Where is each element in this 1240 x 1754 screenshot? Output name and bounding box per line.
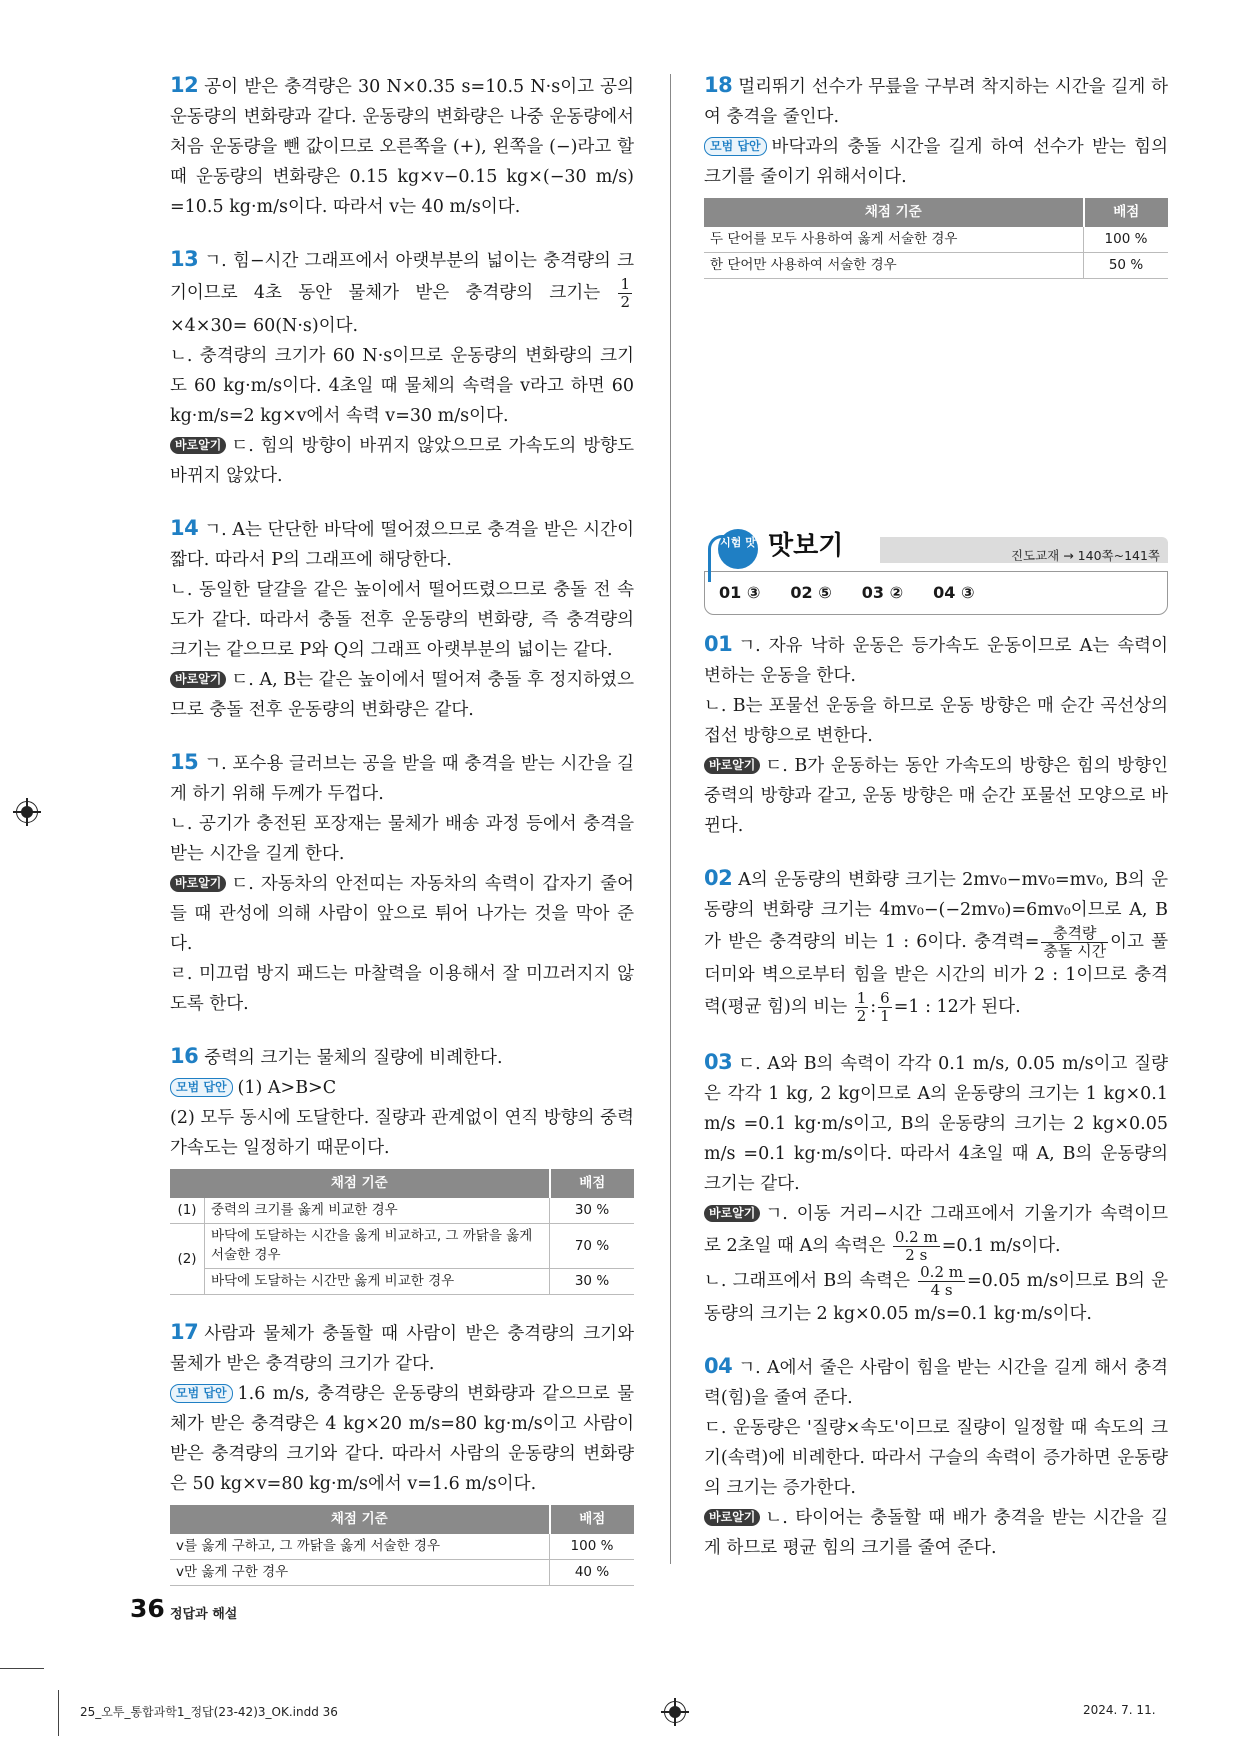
table-row: 바닥에 도달하는 시간만 옳게 비교한 경우 30 % (170, 1269, 634, 1295)
registration-mark-icon (16, 801, 38, 823)
question-number: 16 (170, 1044, 199, 1068)
answer-02: 02 A의 운동량의 변화량 크기는 2mv₀−mv₀=mv₀, B의 운동량의 변화량 크기는 4mv₀−(−2mv₀)=6mv₀이므로 A, B가 받은 충격량의 비는 1 : 6이다. 충격력= $\frac{\text{충격량}}{\text{충돌 시간}}$ 이고 풀더미와 벽으로부터 힘을 받은 시간의 비가 2 : 1이므로 충격력(평균 힘)의 비는 $\frac{1}{2}$ : $\frac{6}{1}$ =1 : 12가 된다. (704, 866, 1168, 1025)
table-header: 채점 기준 (704, 198, 1084, 227)
question-number: 13 (170, 247, 199, 271)
explanation-text: ㄷ. 자동차의 안전띠는 자동차의 속력이 갑자기 줄어들 때 관성에 의해 사람이 앞으로 튀어 나가는 것을 막아 준다. (170, 874, 634, 954)
left-column (170, 70, 634, 1608)
answer-12 (170, 70, 634, 222)
question-number: 18 (704, 73, 733, 97)
page-number: 36 (130, 1594, 165, 1623)
answer-key-box (704, 571, 1168, 615)
explanation-text: 중력의 크기는 물체의 질량에 비례한다. (204, 1048, 503, 1068)
answer-03: 03 ㄷ. A와 B의 속력이 각각 0.1 m/s, 0.05 m/s이고 질량은 각각 1 kg, 2 kg이므로 A의 운동량의 크기는 1 kg×0.1 m/s =0.1 kg·m/s이고, B의 운동량의 크기는 2 kg×0.05 m/s =0.1 kg·m/s이다. 따라서 4초일 때 A, B의 운동량의 크기는 같다. 바로알기 ㄱ. 이동 거리−시간 그래프에서 기울기가 속력이므로 2초일 때 A의 속력은 $\frac{0.2 m}{2 s}$ =0.1 m/s이다. ㄴ. 그래프에서 B의 속력은 $\frac{0.2 m}{4 s}$ =0.05 m/s이므로 B의 운동량의 크기는 2 kg×0.05 m/s=0.1 kg·m/s이다. (704, 1050, 1168, 1324)
answer-key-item: 02 ⑤ (790, 583, 832, 602)
question-number: 12 (170, 73, 199, 97)
print-filename: 25_오투_통합과학1_정답(23-42)3_OK.indd 36 (80, 1705, 338, 1719)
model-answer-tag: 모범 답안 (170, 1384, 233, 1403)
explanation-text: A의 운동량의 변화량 크기는 2mv₀−mv₀=mv₀, B의 운동량의 변화량 크기는 4mv₀−(−2mv₀)=6mv₀이므로 A, B가 받은 충격량의 비는 1 : 6이다. 충격력= (704, 870, 1168, 952)
table-row: v를 옳게 구하고, 그 까닭을 옳게 서술한 경우 100 % (170, 1534, 634, 1560)
question-number: 02 (704, 866, 733, 890)
scoring-table (704, 198, 1168, 279)
right-column (704, 70, 1168, 1585)
correction-tag: 바로알기 (704, 1509, 760, 1526)
answer-14 (170, 513, 634, 725)
question-number: 04 (704, 1354, 733, 1378)
table-row: 두 단어를 모두 사용하여 옳게 서술한 경우 100 % (704, 227, 1168, 253)
fraction: $\frac{1}{2}$ (856, 989, 867, 1025)
table-header: 배점 (550, 1169, 635, 1198)
table-header: 채점 기준 (170, 1505, 550, 1534)
correction-tag: 바로알기 (704, 757, 760, 774)
model-answer-text: (2) 모두 동시에 도달한다. 질량과 관계없이 연직 방향의 중력 가속도는 일정하기 때문이다. (170, 1108, 634, 1158)
explanation-text: ㄷ. A, B는 같은 높이에서 떨어져 충돌 후 정지하였으므로 충돌 전후 운동량의 변화량은 같다. (170, 670, 634, 720)
answer-17 (170, 1317, 634, 1586)
explanation-text: ㄴ. 충격량의 크기가 60 N·s이므로 운동량의 변화량의 크기도 60 kg·m/s이다. 4초일 때 물체의 속력을 v라고 하면 60 kg·m/s=2 kg×v에서 속력 v=30 m/s이다. (170, 346, 634, 426)
answer-18 (704, 70, 1168, 279)
explanation-text: ㄹ. 미끄럼 방지 패드는 마찰력을 이용해서 잘 미끄러지지 않도록 한다. (170, 964, 634, 1014)
answer-04 (704, 1351, 1168, 1563)
model-answer-tag: 모범 답안 (170, 1078, 233, 1097)
crop-mark (58, 1690, 59, 1736)
registration-mark-icon (664, 1701, 686, 1723)
model-answer-tag: 모범 답안 (704, 137, 767, 156)
fraction: $\frac{6}{1}$ (880, 989, 890, 1025)
table-row: (2) 바닥에 도달하는 시간을 옳게 비교하고, 그 까닭을 옳게 서술한 경우 70 % (170, 1224, 634, 1269)
explanation-text: 공이 받은 충격량은 30 N×0.35 s=10.5 N·s이고 공의 운동량의 변화량과 같다. 운동량의 변화량은 나중 운동량에서 처음 운동량을 뺀 값이므로 오른쪽을 (+), 왼쪽을 (−)라고 할 때 운동량의 변화량은 0.15 kg×v−0.15 kg×(−30 m/s) =10.5 kg·m/s이다. 따라서 v는 40 m/s이다. (170, 77, 634, 217)
answer-key-item: 03 ② (861, 583, 904, 602)
model-answer-text: (1) A>B>C (237, 1078, 337, 1098)
model-answer-text: 바닥과의 충돌 시간을 길게 하여 선수가 받는 힘의 크기를 줄이기 위해서이다. (704, 137, 1168, 187)
fraction: $\frac{\text{충격량}}{\text{충돌 시간}}$ (1043, 924, 1107, 960)
fraction: $\frac{0.2 m}{2 s}$ (894, 1228, 938, 1264)
answer-15 (170, 747, 634, 1019)
explanation-text: 멀리뛰기 선수가 무릎을 구부려 착지하는 시간을 길게 하여 충격을 줄인다. (704, 77, 1168, 127)
print-date: 2024. 7. 11. (1083, 1703, 1156, 1717)
fraction: $\frac{1}{2}$ (620, 275, 630, 311)
crop-mark (0, 1668, 44, 1669)
explanation-text: ㄱ. 자유 낙하 운동은 등가속도 운동이므로 A는 속력이 변하는 운동을 한다. (704, 636, 1168, 686)
explanation-text: ㄱ. A는 단단한 바닥에 떨어졌으므로 충격을 받은 시간이 짧다. 따라서 P의 그래프에 해당한다. (170, 520, 634, 570)
fraction: $\frac{0.2 m}{4 s}$ (920, 1263, 963, 1299)
explanation-text: ㄱ. A에서 줄은 사람이 힘을 받는 시간을 길게 해서 충격력(힘)을 줄여 준다. (704, 1358, 1168, 1408)
explanation-text: ㄷ. 운동량은 '질량×속도'이므로 질량이 일정할 때 속도의 크기(속력)에 비례한다. 따라서 구슬의 속력이 증가하면 운동량의 크기는 증가한다. (704, 1418, 1168, 1498)
explanation-text: 사람과 물체가 충돌할 때 사람이 받은 충격량의 크기와 물체가 받은 충격량의 크기가 같다. (170, 1324, 634, 1374)
table-header: 배점 (550, 1505, 635, 1534)
explanation-text: ㄷ. 힘의 방향이 바뀌지 않았으므로 가속도의 방향도 바뀌지 않았다. (170, 436, 634, 486)
answer-16 (170, 1041, 634, 1295)
answer-key-item: 04 ③ (933, 583, 975, 602)
textbook-reference: 진도교재 → 140쪽~141쪽 (1010, 548, 1160, 563)
explanation-text: ㄴ. B는 포물선 운동을 하므로 운동 방향은 매 순간 곡선상의 접선 방향으로 변한다. (704, 696, 1168, 746)
page-label: 정답과 해설 (170, 1607, 238, 1622)
explanation-text: ㄴ. 동일한 달걀을 같은 높이에서 떨어뜨렸으므로 충돌 전 속도가 같다. 따라서 충돌 전후 운동량의 변화량, 즉 충격량의 크기는 같으므로 P와 Q의 그래프 아랫부분의 넓이는 같다. (170, 580, 634, 660)
section-title: 맛보기 (768, 531, 844, 561)
explanation-text: ㄴ. 타이어는 충돌할 때 배가 충격을 받는 시간을 길게 하므로 평균 힘의 크기를 줄여 준다. (704, 1508, 1168, 1558)
explanation-text: ㄷ. A와 B의 속력이 각각 0.1 m/s, 0.05 m/s이고 질량은 각각 1 kg, 2 kg이므로 A의 운동량의 크기는 1 kg×0.1 m/s =0.1 kg·m/s이고, B의 운동량의 크기는 2 kg×0.05 m/s =0.1 kg·m/s이다. 따라서 4초일 때 A, B의 운동량의 크기는 같다. (704, 1054, 1168, 1194)
question-number: 01 (704, 632, 733, 656)
explanation-text: ㄷ. B가 운동하는 동안 가속도의 방향은 힘의 방향인 중력의 방향과 같고, 운동 방향은 매 순간 포물선 모양으로 바뀐다. (704, 756, 1168, 836)
table-row: (1) 중력의 크기를 옳게 비교한 경우 30 % (170, 1198, 634, 1224)
question-number: 17 (170, 1320, 199, 1344)
scoring-table (170, 1169, 634, 1295)
section-header (704, 527, 1168, 571)
table-header: 채점 기준 (170, 1169, 550, 1198)
scoring-table (170, 1505, 634, 1586)
question-number: 14 (170, 516, 199, 540)
explanation-text: ㄱ. 포수용 글러브는 공을 받을 때 충격을 받는 시간을 길게 하기 위해 두께가 두껍다. (170, 754, 634, 804)
correction-tag: 바로알기 (170, 671, 226, 688)
answer-key-item: 01 ③ (719, 583, 761, 602)
correction-tag: 바로알기 (704, 1205, 760, 1222)
model-answer-text: 1.6 m/s, 충격량은 운동량의 변화량과 같으므로 물체가 받은 충격량은 4 kg×20 m/s=80 kg·m/s이고 사람이 받은 충격량의 크기와 같다. 따라서 사람의 운동량의 변화량은 50 kg×v=80 kg·m/s에서 v=1.6 m/s이다. (170, 1384, 634, 1494)
answer-13: 13 ㄱ. 힘−시간 그래프에서 아랫부분의 넓이는 충격량의 크기이므로 4초 동안 물체가 받은 충격량의 크기는 $\frac{1}{2}$ ×4×30= 60(N·s)이다. ㄴ. 충격량의 크기가 60 N·s이므로 운동량의 변화량의 크기도 60 kg·m/s이다. 4초일 때 물체의 속력을 v라고 하면 60 kg·m/s=2 kg×v에서 속력 v=30 m/s이다. 바로알기 ㄷ. 힘의 방향이 바뀌지 않았으므로 가속도의 방향도 바뀌지 않았다. (170, 247, 634, 486)
question-number: 03 (704, 1050, 733, 1074)
column-divider (670, 74, 671, 1564)
table-header: 배점 (1084, 198, 1169, 227)
correction-tag: 바로알기 (170, 437, 226, 454)
explanation-text: ㄱ. 힘−시간 그래프에서 아랫부분의 넓이는 충격량의 크기이므로 4초 동안 물체가 받은 충격량의 크기는 (170, 251, 634, 303)
answer-01 (704, 629, 1168, 841)
section-badge: 시험 맛 (718, 529, 758, 569)
table-row: v만 옳게 구한 경우 40 % (170, 1560, 634, 1586)
correction-tag: 바로알기 (170, 875, 226, 892)
question-number: 15 (170, 750, 199, 774)
explanation-text: ㄴ. 공기가 충전된 포장재는 물체가 배송 과정 등에서 충격을 받는 시간을 길게 한다. (170, 814, 634, 864)
table-row: 한 단어만 사용하여 서술한 경우 50 % (704, 253, 1168, 279)
